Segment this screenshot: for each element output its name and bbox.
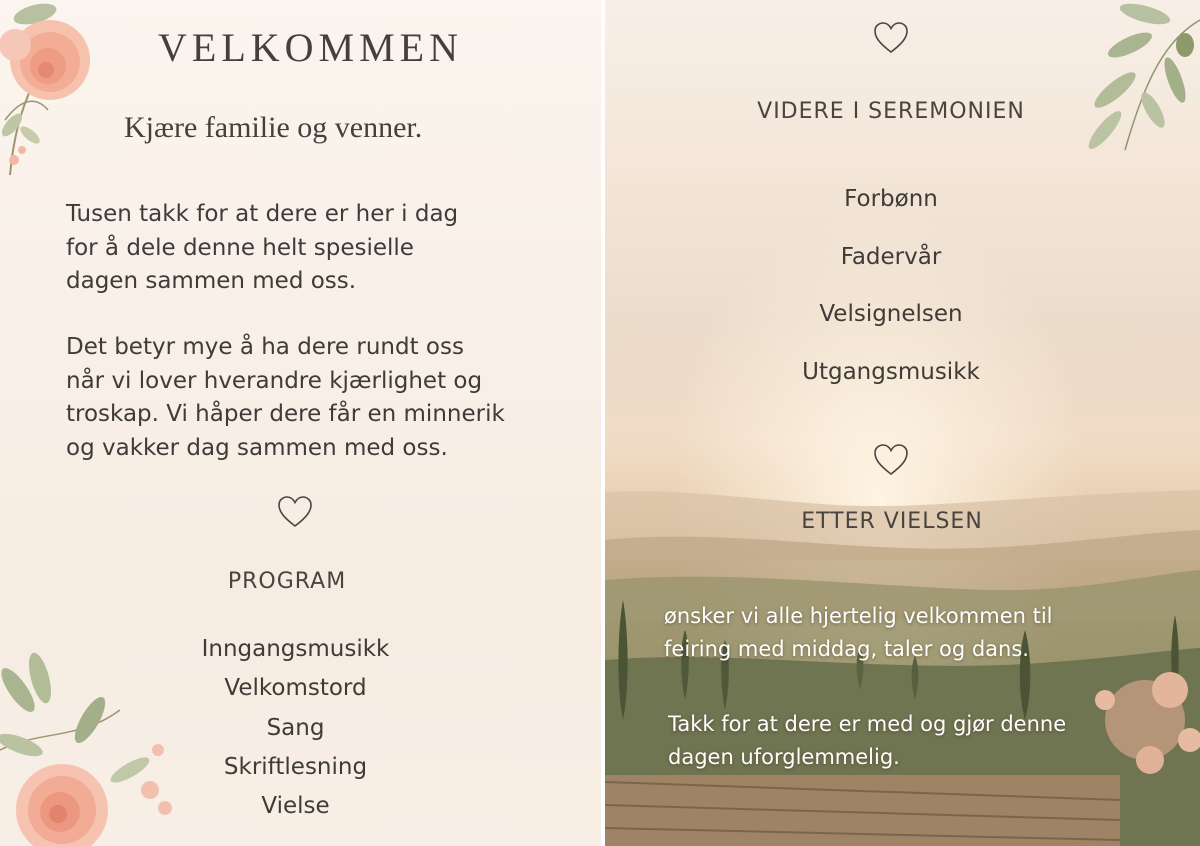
heart-icon xyxy=(873,21,909,55)
ceremony-item: Forbønn xyxy=(844,186,938,212)
paragraph-line: Det betyr mye å ha dere rundt oss xyxy=(66,334,464,360)
heart-icon xyxy=(277,495,313,529)
paragraph-line: Tusen takk for at dere er her i dag xyxy=(66,201,459,227)
ceremony-item: Utgangsmusikk xyxy=(802,358,980,385)
ceremony-continued-heading: VIDERE I SEREMONIEN xyxy=(757,99,1025,124)
greeting-heading: Kjære familie og venner. xyxy=(124,111,423,144)
thanks-paragraph xyxy=(668,708,1066,774)
program-item: Skriftlesning xyxy=(223,753,368,780)
program-item: Inngangsmusikk xyxy=(201,636,390,662)
welcome-paragraph xyxy=(66,198,566,299)
rose-decoration-top-left xyxy=(0,0,110,180)
program-item: Sang xyxy=(266,714,325,741)
paragraph-line: troskap. Vi håper dere får en minnerik xyxy=(66,401,505,427)
olive-branch-decoration xyxy=(1085,0,1200,160)
after-wedding-heading: ETTER VIELSEN xyxy=(801,509,983,534)
paragraph-line: Takk for at dere er med og gjør denne xyxy=(668,712,1067,736)
program-heading: PROGRAM xyxy=(227,569,347,594)
paragraph-line: når vi lover hverandre kjærlighet og xyxy=(66,367,483,394)
ceremony-list xyxy=(605,181,1177,411)
after-wedding-paragraph xyxy=(664,600,1053,666)
paragraph-line: feiring med middag, taler og dans. xyxy=(664,637,1029,661)
program-item: Vielse xyxy=(261,793,330,820)
program-item: Velkomstord xyxy=(224,675,367,702)
welcome-paragraph xyxy=(66,331,566,465)
heart-icon xyxy=(873,443,909,477)
paragraph-line: og vakker dag sammen med oss. xyxy=(66,434,448,461)
paragraph-line: dagen sammen med oss. xyxy=(66,268,357,294)
page-title: VELKOMMEN xyxy=(158,25,463,70)
ceremony-item: Velsignelsen xyxy=(819,301,963,327)
right-page xyxy=(605,0,1200,846)
paragraph-line: for å dele denne helt spesielle xyxy=(66,234,414,261)
program-list xyxy=(0,631,591,827)
paragraph-line: ønsker vi alle hjertelig velkommen til xyxy=(664,604,1053,628)
ceremony-item: Fadervår xyxy=(840,243,942,270)
paragraph-line: dagen uforglemmelig. xyxy=(668,745,900,769)
